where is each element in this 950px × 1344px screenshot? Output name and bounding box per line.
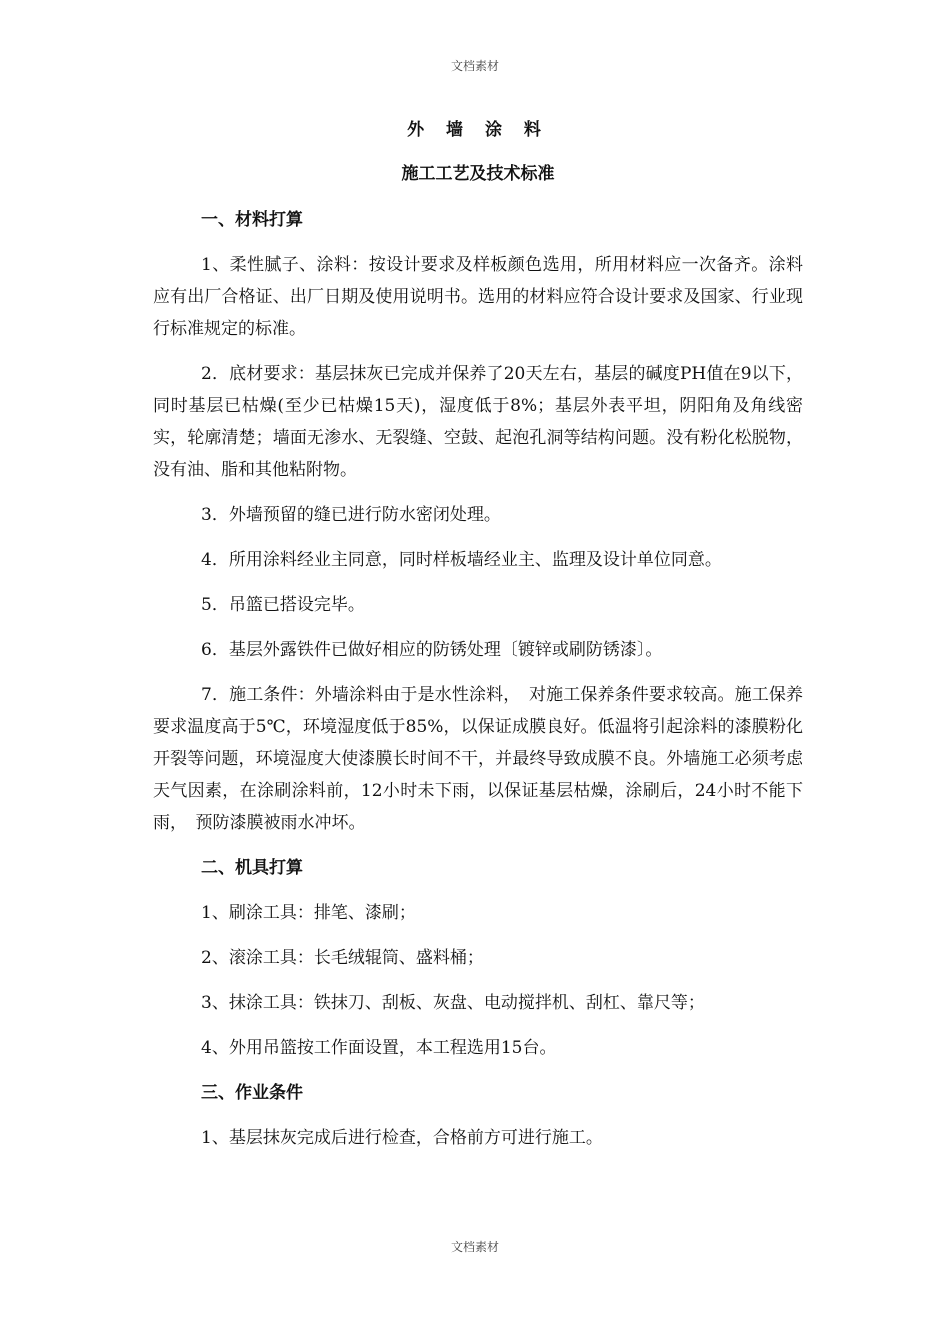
paragraph: 2、滚涂工具：长毛绒辊筒、盛料桶；: [201, 948, 484, 968]
document-body: [153, 113, 803, 1154]
paragraph: 5．吊篮已搭设完毕。: [201, 595, 365, 615]
page-footer: 文档素材: [450, 1240, 499, 1254]
paragraph: 1、柔性腻子、涂料：按设计要求及样板颜色选用，所用材料应一次备齐。涂料应有出厂合格证、出厂日期及使用说明书。选用的材料应符合设计要求及国家、行业现行标准规定的标准。: [153, 255, 803, 339]
paragraph: 4、外用吊篮按工作面设置，本工程选用15台。: [201, 1038, 557, 1058]
document-title: 外 墙 涂 料: [407, 120, 549, 140]
document-subtitle: 施工工艺及技术标准: [401, 164, 555, 184]
section-heading-tools: 二、机具打算: [201, 858, 303, 878]
page-header: 文档素材: [450, 59, 499, 73]
paragraph: 7．施工条件：外墙涂料由于是水性涂料， 对施工保养条件要求较高。施工保养要求温度高于5℃，环境湿度低于85%，以保证成膜良好。低温将引起涂料的漆膜粉化开裂等问题，环境湿度大使漆膜长时间不干，并最终导致成膜不良。外墙施工必须考虑天气因素，在涂刷涂料前，12小时未下雨，以保证基层枯燥，涂刷后，24小时不能下雨， 预防漆膜被雨水冲坏。: [153, 685, 803, 833]
paragraph: 3．外墙预留的缝已进行防水密闭处理。: [201, 505, 501, 525]
paragraph: 6．基层外露铁件已做好相应的防锈处理〔镀锌或刷防锈漆〕。: [201, 640, 663, 660]
paragraph: 3、抹涂工具：铁抹刀、刮板、灰盘、电动搅拌机、刮杠、靠尺等；: [201, 993, 705, 1013]
section-heading-conditions: 三、作业条件: [201, 1083, 303, 1103]
paragraph: 1、基层抹灰完成后进行检查，合格前方可进行施工。: [201, 1128, 603, 1148]
paragraph: 1、刷涂工具：排笔、漆刷；: [201, 903, 416, 923]
paragraph: 4．所用涂料经业主同意，同时样板墙经业主、监理及设计单位同意。: [201, 550, 722, 570]
section-heading-materials: 一、材料打算: [201, 210, 303, 230]
paragraph: 2．底材要求：基层抹灰已完成并保养了20天左右，基层的碱度PH值在9以下，同时基层已枯燥(至少已枯燥15天)，湿度低于8%；基层外表平坦，阴阳角及角线密实，轮廓清楚；墙面无渗水、无裂缝、空鼓、起泡孔洞等结构问题。没有粉化松脱物，没有油、脂和其他粘附物。: [153, 364, 803, 480]
